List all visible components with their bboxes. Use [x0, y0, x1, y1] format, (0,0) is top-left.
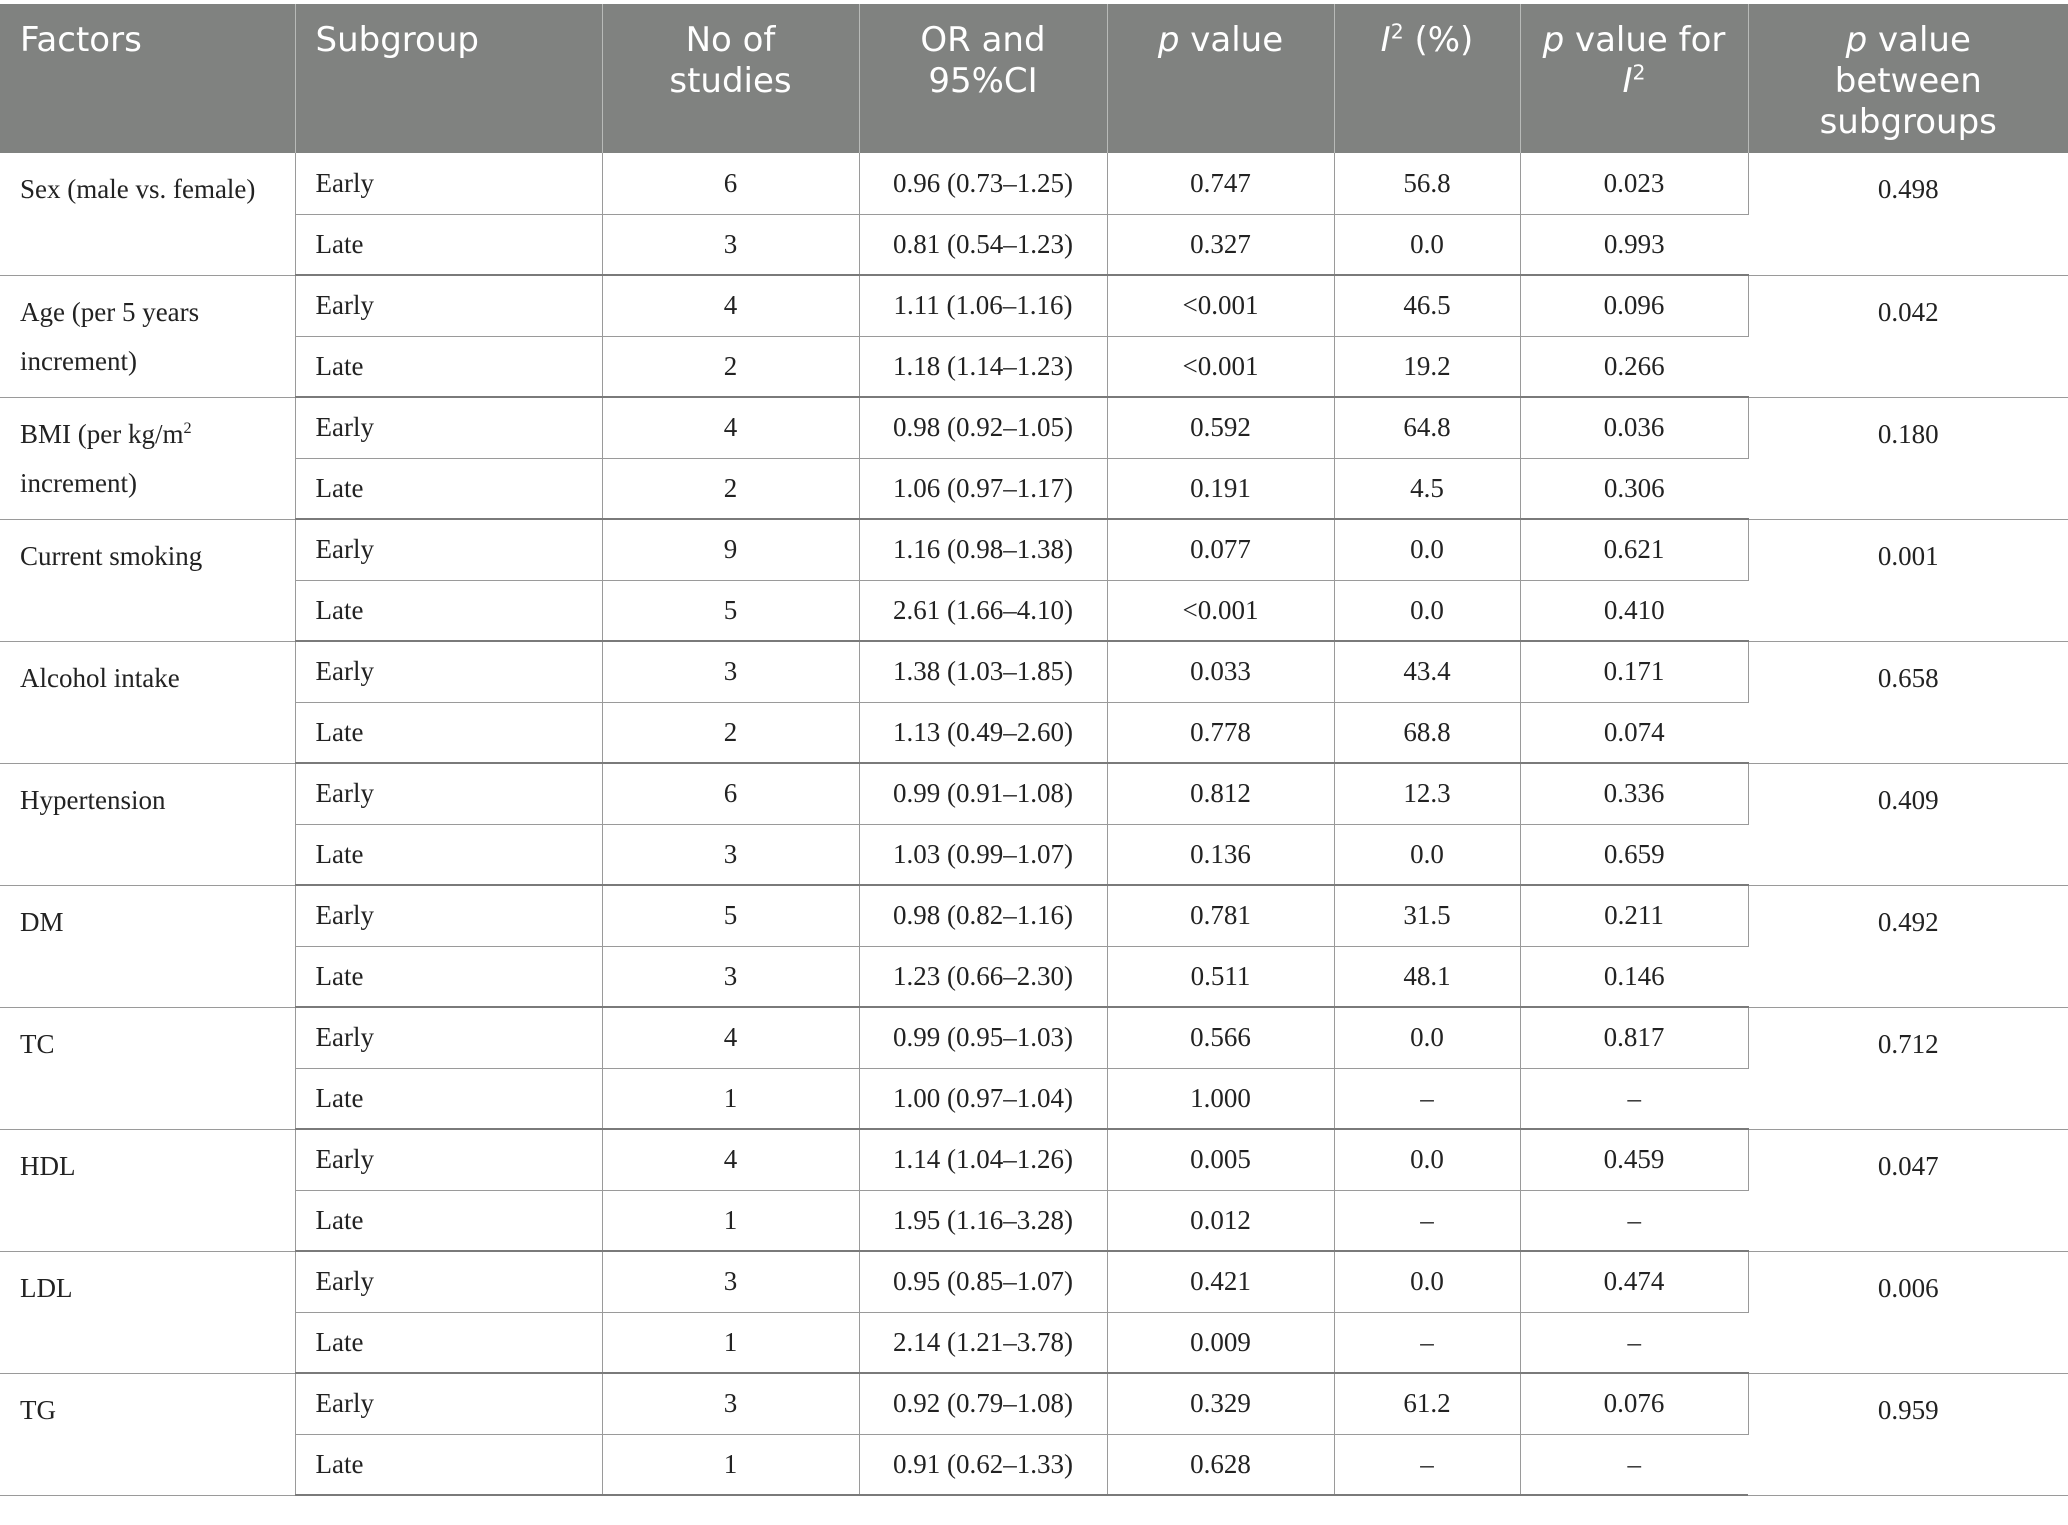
i2-cell: – [1334, 1434, 1520, 1495]
p-value-cell: 0.327 [1107, 214, 1334, 275]
i2-cell: 0.0 [1334, 580, 1520, 641]
studies-count-cell: 3 [602, 824, 859, 885]
subgroup-cell: Late [295, 458, 602, 519]
or-ci-cell: 1.06 (0.97–1.17) [859, 458, 1107, 519]
p-value-cell: 0.592 [1107, 397, 1334, 458]
col-header-no-of-studies: No of studies [602, 4, 859, 153]
i2-cell: 68.8 [1334, 702, 1520, 763]
p-value-cell: <0.001 [1107, 275, 1334, 336]
p-value-cell: 0.136 [1107, 824, 1334, 885]
p-for-i2-cell: 0.474 [1520, 1251, 1748, 1312]
table-row [0, 641, 2068, 702]
subgroup-cell: Early [295, 275, 602, 336]
subgroup-cell: Early [295, 641, 602, 702]
p-value-cell: 0.191 [1107, 458, 1334, 519]
p-for-i2-cell: – [1520, 1434, 1748, 1495]
p-between-cell: 0.006 [1748, 1251, 2068, 1373]
factor-cell: Sex (male vs. female) [0, 153, 295, 275]
table-row [0, 1129, 2068, 1190]
i2-cell: 12.3 [1334, 763, 1520, 824]
p-value-cell: 0.009 [1107, 1312, 1334, 1373]
table-row [0, 1007, 2068, 1068]
or-ci-cell: 0.81 (0.54–1.23) [859, 214, 1107, 275]
i2-cell: 61.2 [1334, 1373, 1520, 1434]
studies-count-cell: 2 [602, 458, 859, 519]
col-header-or-ci: OR and 95%CI [859, 4, 1107, 153]
or-ci-cell: 1.16 (0.98–1.38) [859, 519, 1107, 580]
or-ci-cell: 1.11 (1.06–1.16) [859, 275, 1107, 336]
or-ci-cell: 0.96 (0.73–1.25) [859, 153, 1107, 214]
factor-cell: Current smoking [0, 519, 295, 641]
col-header-p-between: p value between subgroups [1748, 4, 2068, 153]
i2-cell: 19.2 [1334, 336, 1520, 397]
i2-cell: 56.8 [1334, 153, 1520, 214]
subgroup-cell: Early [295, 1373, 602, 1434]
studies-count-cell: 4 [602, 397, 859, 458]
studies-count-cell: 4 [602, 275, 859, 336]
or-ci-cell: 1.13 (0.49–2.60) [859, 702, 1107, 763]
p-for-i2-cell: 0.171 [1520, 641, 1748, 702]
or-ci-cell: 0.98 (0.92–1.05) [859, 397, 1107, 458]
subgroup-cell: Late [295, 214, 602, 275]
i2-cell: 0.0 [1334, 1251, 1520, 1312]
or-ci-cell: 1.00 (0.97–1.04) [859, 1068, 1107, 1129]
factor-cell: DM [0, 885, 295, 1007]
p-for-i2-cell: 0.336 [1520, 763, 1748, 824]
i2-cell: 43.4 [1334, 641, 1520, 702]
subgroup-cell: Early [295, 397, 602, 458]
or-ci-cell: 1.38 (1.03–1.85) [859, 641, 1107, 702]
studies-count-cell: 4 [602, 1129, 859, 1190]
i2-cell: 0.0 [1334, 1007, 1520, 1068]
subgroup-cell: Late [295, 336, 602, 397]
p-for-i2-cell: 0.211 [1520, 885, 1748, 946]
studies-count-cell: 1 [602, 1068, 859, 1129]
p-between-cell: 0.042 [1748, 275, 2068, 397]
subgroup-cell: Early [295, 885, 602, 946]
table-row [0, 1251, 2068, 1312]
or-ci-cell: 0.92 (0.79–1.08) [859, 1373, 1107, 1434]
p-between-cell: 0.712 [1748, 1007, 2068, 1129]
p-for-i2-cell: 0.023 [1520, 153, 1748, 214]
table-row [0, 397, 2068, 458]
p-value-cell: 0.812 [1107, 763, 1334, 824]
subgroup-cell: Early [295, 763, 602, 824]
p-value-cell: 0.421 [1107, 1251, 1334, 1312]
p-for-i2-cell: 0.266 [1520, 336, 1748, 397]
studies-count-cell: 4 [602, 1007, 859, 1068]
results-table-container [0, 4, 2068, 1496]
factor-cell [0, 397, 295, 519]
studies-count-cell: 2 [602, 702, 859, 763]
subgroup-cell: Early [295, 519, 602, 580]
p-for-i2-cell: 0.817 [1520, 1007, 1748, 1068]
table-row [0, 763, 2068, 824]
p-between-cell: 0.409 [1748, 763, 2068, 885]
table-row [0, 885, 2068, 946]
p-between-cell: 0.959 [1748, 1373, 2068, 1495]
studies-count-cell: 3 [602, 1251, 859, 1312]
col-header-p-for-i2: p value for $I^2$ [1520, 4, 1748, 153]
subgroup-cell: Early [295, 1007, 602, 1068]
p-value-cell: 0.781 [1107, 885, 1334, 946]
p-for-i2-cell: 0.146 [1520, 946, 1748, 1007]
p-value-cell: 0.329 [1107, 1373, 1334, 1434]
subgroup-cell: Late [295, 580, 602, 641]
factor-cell: Age (per 5 years increment) [0, 275, 295, 397]
i2-cell: 46.5 [1334, 275, 1520, 336]
p-between-cell: 0.492 [1748, 885, 2068, 1007]
or-ci-cell: 2.61 (1.66–4.10) [859, 580, 1107, 641]
or-ci-cell: 0.91 (0.62–1.33) [859, 1434, 1107, 1495]
p-between-cell: 0.047 [1748, 1129, 2068, 1251]
p-between-cell: 0.658 [1748, 641, 2068, 763]
p-value-cell: 0.012 [1107, 1190, 1334, 1251]
p-for-i2-cell: – [1520, 1312, 1748, 1373]
p-for-i2-cell: 0.459 [1520, 1129, 1748, 1190]
p-for-i2-cell: 0.076 [1520, 1373, 1748, 1434]
p-value-cell: 0.511 [1107, 946, 1334, 1007]
table-row [0, 1373, 2068, 1434]
or-ci-cell: 1.23 (0.66–2.30) [859, 946, 1107, 1007]
or-ci-cell: 0.95 (0.85–1.07) [859, 1251, 1107, 1312]
or-ci-cell: 2.14 (1.21–3.78) [859, 1312, 1107, 1373]
studies-count-cell: 9 [602, 519, 859, 580]
col-header-p-value: p value [1107, 4, 1334, 153]
factor-cell: TC [0, 1007, 295, 1129]
col-header-subgroup: Subgroup [295, 4, 602, 153]
table-row [0, 519, 2068, 580]
i2-cell: 0.0 [1334, 1129, 1520, 1190]
studies-count-cell: 6 [602, 153, 859, 214]
p-between-cell: 0.180 [1748, 397, 2068, 519]
i2-cell: 4.5 [1334, 458, 1520, 519]
studies-count-cell: 6 [602, 763, 859, 824]
or-ci-cell: 1.95 (1.16–3.28) [859, 1190, 1107, 1251]
factor-text: BMI (per kg/m [20, 418, 184, 449]
p-value-cell: <0.001 [1107, 336, 1334, 397]
p-for-i2-cell: 0.074 [1520, 702, 1748, 763]
p-value-cell: <0.001 [1107, 580, 1334, 641]
table-row [0, 153, 2068, 214]
subgroup-cell: Early [295, 1251, 602, 1312]
or-ci-cell: 0.99 (0.95–1.03) [859, 1007, 1107, 1068]
factor-cell: TG [0, 1373, 295, 1495]
p-for-i2-cell: – [1520, 1190, 1748, 1251]
studies-count-cell: 3 [602, 641, 859, 702]
or-ci-cell: 0.99 (0.91–1.08) [859, 763, 1107, 824]
studies-count-cell: 3 [602, 946, 859, 1007]
p-value-cell: 0.005 [1107, 1129, 1334, 1190]
subgroup-cell: Late [295, 824, 602, 885]
i2-cell: 0.0 [1334, 824, 1520, 885]
i2-cell: 0.0 [1334, 519, 1520, 580]
p-between-cell: 0.001 [1748, 519, 2068, 641]
or-ci-cell: 1.14 (1.04–1.26) [859, 1129, 1107, 1190]
table-body [0, 153, 2068, 1495]
i2-cell: – [1334, 1312, 1520, 1373]
p-for-i2-cell: 0.659 [1520, 824, 1748, 885]
i2-cell: – [1334, 1068, 1520, 1129]
col-header-i2: $I^2$ (%) [1334, 4, 1520, 153]
studies-count-cell: 5 [602, 580, 859, 641]
subgroup-cell: Late [295, 1190, 602, 1251]
p-for-i2-cell: 0.096 [1520, 275, 1748, 336]
header-row [0, 4, 2068, 153]
subgroup-cell: Late [295, 946, 602, 1007]
p-value-cell: 0.747 [1107, 153, 1334, 214]
p-for-i2-cell: 0.036 [1520, 397, 1748, 458]
p-value-cell: 0.628 [1107, 1434, 1334, 1495]
factor-cell: LDL [0, 1251, 295, 1373]
i2-cell: 48.1 [1334, 946, 1520, 1007]
studies-count-cell: 1 [602, 1312, 859, 1373]
subgroup-cell: Late [295, 702, 602, 763]
factor-cell: Hypertension [0, 763, 295, 885]
col-header-factors: Factors [0, 4, 295, 153]
p-value-cell: 0.033 [1107, 641, 1334, 702]
p-value-cell: 1.000 [1107, 1068, 1334, 1129]
or-ci-cell: 0.98 (0.82–1.16) [859, 885, 1107, 946]
factor-cell: Alcohol intake [0, 641, 295, 763]
i2-cell: – [1334, 1190, 1520, 1251]
or-ci-cell: 1.18 (1.14–1.23) [859, 336, 1107, 397]
table-header [0, 4, 2068, 153]
p-for-i2-cell: 0.306 [1520, 458, 1748, 519]
p-for-i2-cell: 0.621 [1520, 519, 1748, 580]
p-for-i2-cell: – [1520, 1068, 1748, 1129]
table-row [0, 275, 2068, 336]
factor-cell: HDL [0, 1129, 295, 1251]
i2-cell: 0.0 [1334, 214, 1520, 275]
subgroup-cell: Early [295, 153, 602, 214]
factor-superscript: 2 [183, 418, 192, 437]
studies-count-cell: 5 [602, 885, 859, 946]
subgroup-cell: Late [295, 1068, 602, 1129]
p-value-cell: 0.077 [1107, 519, 1334, 580]
i2-cell: 31.5 [1334, 885, 1520, 946]
subgroup-cell: Late [295, 1312, 602, 1373]
i2-cell: 64.8 [1334, 397, 1520, 458]
or-ci-cell: 1.03 (0.99–1.07) [859, 824, 1107, 885]
subgroup-cell: Early [295, 1129, 602, 1190]
studies-count-cell: 2 [602, 336, 859, 397]
factor-text: increment) [20, 467, 137, 498]
p-for-i2-cell: 0.410 [1520, 580, 1748, 641]
p-between-cell: 0.498 [1748, 153, 2068, 275]
p-for-i2-cell: 0.993 [1520, 214, 1748, 275]
studies-count-cell: 1 [602, 1434, 859, 1495]
p-value-cell: 0.566 [1107, 1007, 1334, 1068]
subgroup-analysis-table [0, 4, 2068, 1496]
subgroup-cell: Late [295, 1434, 602, 1495]
studies-count-cell: 3 [602, 1373, 859, 1434]
studies-count-cell: 3 [602, 214, 859, 275]
studies-count-cell: 1 [602, 1190, 859, 1251]
p-value-cell: 0.778 [1107, 702, 1334, 763]
